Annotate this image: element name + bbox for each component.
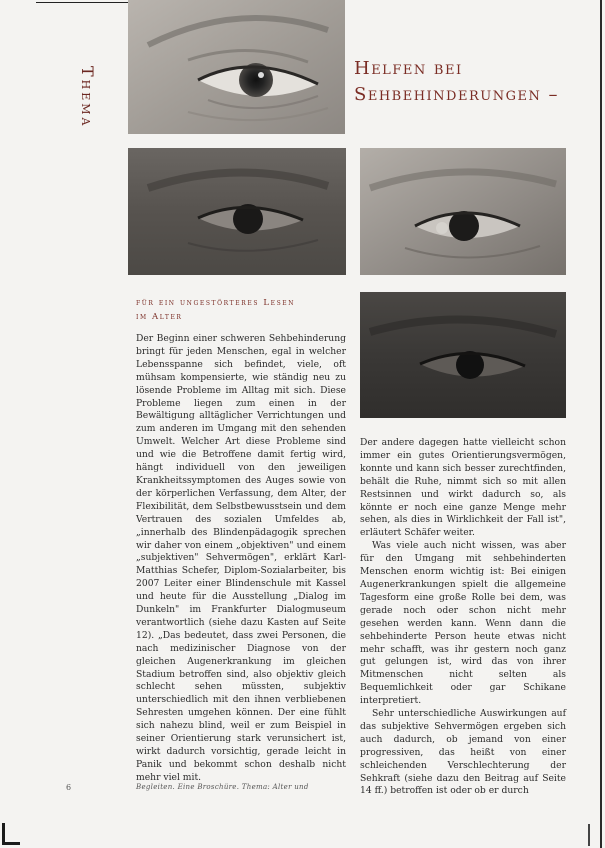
page-number: 6 xyxy=(66,783,72,792)
paragraph: Der Beginn einer schweren Sehbehinderung bringt für jeden Menschen, egal in welcher Lebensspanne sich befindet, viele, oft mühsam kompensierte, wie ständig neu zu lösende Probleme im Alltag mit sich. Diese Probleme liegen zum einen in der Bewältigung alltäglicher Verrichtungen und zum anderen im Umgang mit den sehenden Umwelt. Welcher Art diese Probleme sind und wie die Betroffene damit fertig wird, hängt individuell von den jeweiligen Krankheitssymptomen des Auges sowie von der körperlichen Verfassung, dem Alter, der Flexibilität, dem Selbstbewusstsein und dem Vertrauen des sozialen Umfeldes ab, „innerhalb des Blindenpädagogik sprechen wir daher von einem „objektiven" und einem „subjektiven" Sehvermögen", erklärt Karl-Matthias Schefer, Diplom-Sozialarbeiter, bis 2007 Leiter einer Blindenschule mit Kassel und heute für die Ausstellung „Dialog im Dunkeln" im Frankfurter Dialogmuseum verantwortlich (siehe dazu Kasten auf Seite 12). „Das bedeutet, dass zwei Personen, die nach medizinischer Diagnose von der gleichen Augenerkrankung im gleichen Stadium betroffen sind, also objektiv gleich schlecht sehen müssten, subjektiv unterschiedlich mit den ihnen verbliebenen Sehresten umgehen können. Der eine fühlt sich nahezu blind, weil er zum Beispiel in seiner Orientierung stark verunsichert ist, wirkt dadurch vorsichtig, gerade leicht in Panik und bekommt schon deshalb nicht mehr viel mit. xyxy=(136,333,346,783)
crop-mark xyxy=(2,842,20,845)
eye-photo-2 xyxy=(128,148,346,275)
section-label: Thema xyxy=(78,66,97,129)
paragraph: Sehr unterschiedliche Auswirkungen auf das subjektive Sehvermögen ergeben sich auch dadurch, ob jemand von einer progressiven, das heißt von einer schleichenden Verschlechterung der Sehkraft (siehe dazu den Beitrag auf Seite 14 ff.) betroffen ist oder ob er durch xyxy=(360,708,566,797)
eye-photo-4 xyxy=(360,292,566,418)
paragraph: Was viele auch nicht wissen, was aber für den Umgang mit sehbehinderten Menschen enorm wichtig ist: Bei einigen Augenerkrankungen spielt die allgemeine Tagesform eine große Rolle bei dem, was gerade noch oder schon nicht mehr gesehen werden kann. Wenn dann die sehbehinderte Person heute etwas nicht mehr schafft, was ihr gestern noch ganz gut gelungen ist, wird das von ihrer Mitmenschen nicht selten als Bequemlichkeit oder gar Schikane interpretiert. xyxy=(360,540,566,707)
top-rule xyxy=(36,2,132,3)
page-edge-shadow xyxy=(600,0,602,848)
title-line-1: Helfen bei xyxy=(354,58,463,79)
subtitle-line-2: im Alter xyxy=(136,312,183,322)
crop-mark xyxy=(588,824,590,846)
running-footer: Begleiten. Eine Broschüre. Thema: Alter und xyxy=(136,783,309,791)
text-column-left xyxy=(136,333,346,783)
paragraph: Der andere dagegen hatte vielleicht schon immer ein gutes Orientierungsvermögen, konnte und kann sich besser zurechtfinden, behält die Ruhe, nimmt sich so mit allen Restsinnen und wirkt dadurch so, als könnte er noch eine ganze Menge mehr sehen, als dies in Wirklichkeit der Fall ist", erläutert Schäfer weiter. xyxy=(360,437,566,539)
eye-photo-1 xyxy=(128,0,345,134)
eye-photo-3 xyxy=(360,148,566,275)
article-title xyxy=(354,56,594,108)
subtitle-line-1: für ein ungestörteres Lesen xyxy=(136,298,296,308)
text-column-right xyxy=(360,437,566,797)
title-line-2: Sehbehinderungen – xyxy=(354,84,560,105)
article-subtitle xyxy=(136,296,346,324)
